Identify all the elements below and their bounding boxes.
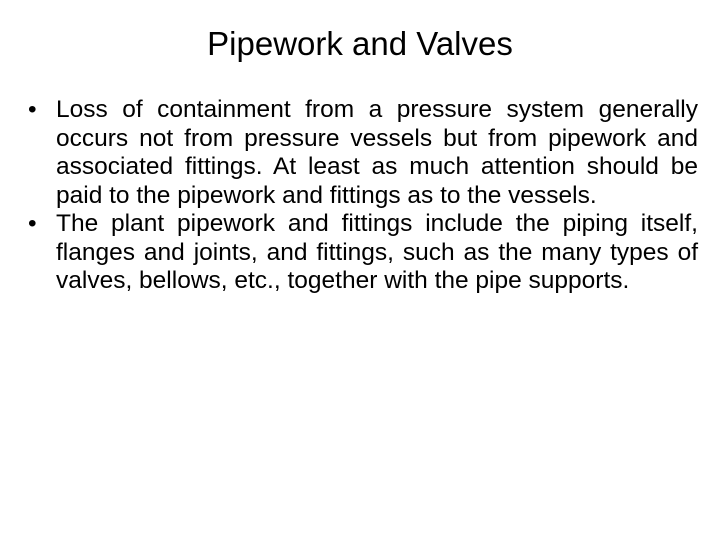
- bullet-list: [28, 96, 698, 296]
- bullet-item-2: [28, 210, 698, 296]
- bullet-marker: •: [28, 96, 37, 123]
- bullet-marker: •: [28, 210, 37, 237]
- bullet-text: Loss of containment from a pressure system generally occurs not from pressure vessels but from pipework and associated fittings. At least as much attention should be paid to the pipework and fittings as to the vessels.: [56, 96, 698, 209]
- bullet-item-1: [28, 96, 698, 210]
- bullet-text: The plant pipework and fittings include the piping itself, flanges and joints, and fittings, such as the many types of valves, bellows, etc., together with the pipe supports.: [56, 210, 698, 294]
- slide-title: Pipework and Valves: [207, 25, 513, 62]
